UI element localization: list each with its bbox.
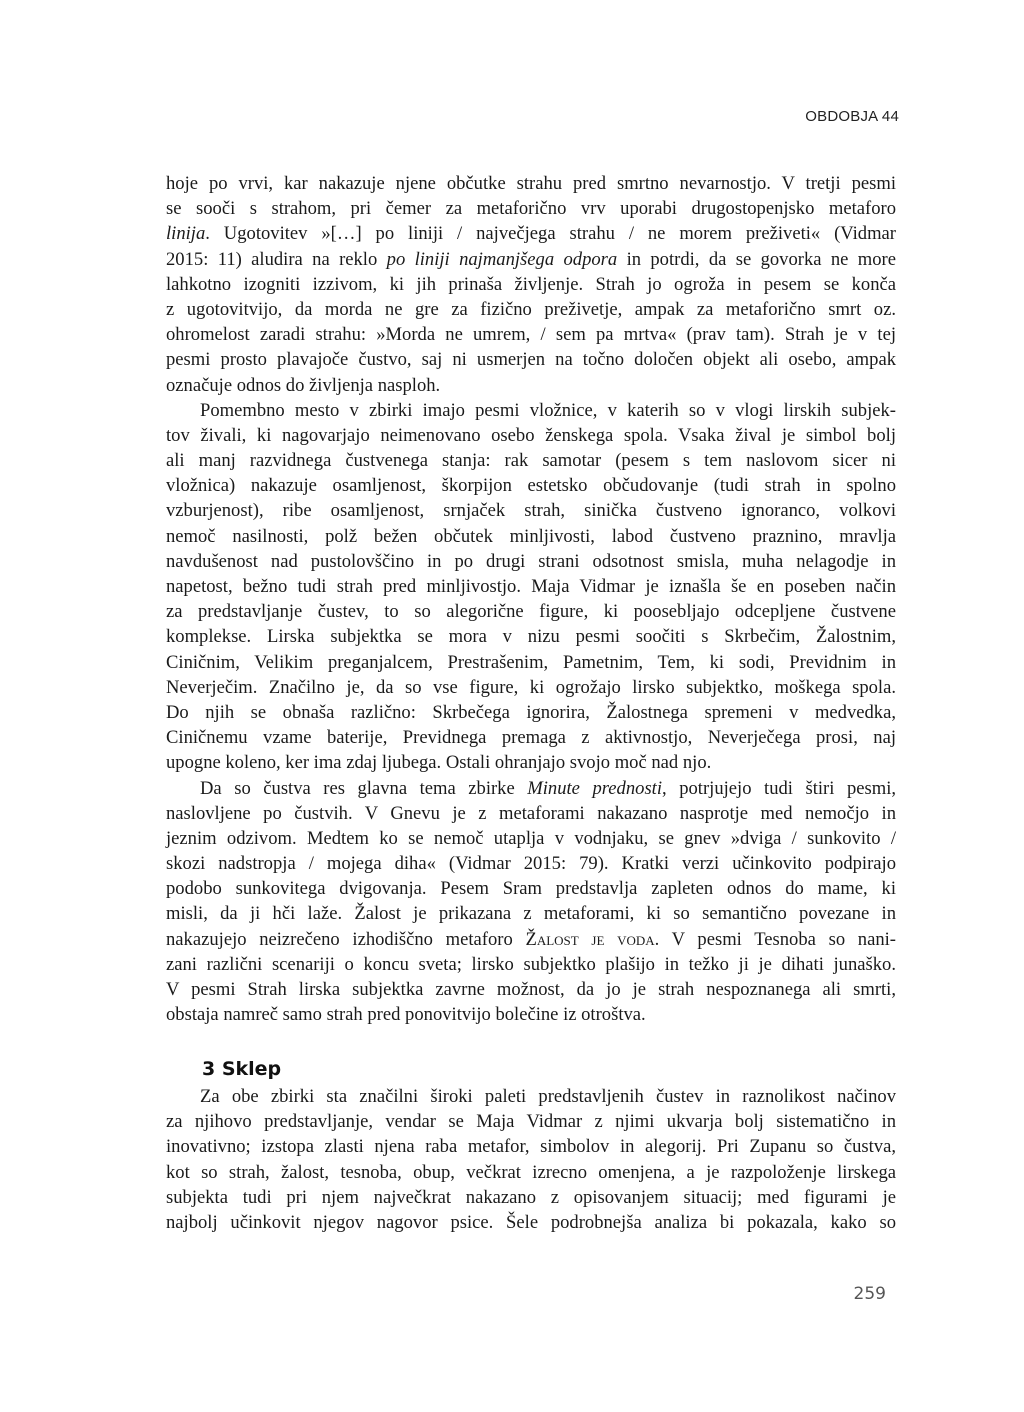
text-line: Ciničnim, Velikim preganjalcem, Prestrašenim, Pametnim, Tem, ki sodi, Previdnim in bbox=[166, 651, 896, 673]
text-line: naslovljene po čustvih. V Gnevu je z metaforami nakazano nasprotje med nemočjo in bbox=[166, 802, 896, 824]
text-line: jeznim odzivom. Medtem ko se nemoč utaplja v vodnjaku, se gnev »dviga / sunkovito / bbox=[166, 827, 896, 849]
text-line: hoje po vrvi, kar nakazuje njene občutke strahu pred smrtno nevarnostjo. V tretji pesmi bbox=[166, 173, 896, 194]
section-body bbox=[166, 1084, 896, 1235]
text-line: Pomembno mesto v zbirki imajo pesmi vložnice, v katerih so v vlogi lirskih subjek- bbox=[200, 399, 896, 421]
paragraph bbox=[166, 1084, 896, 1235]
text-line: Ciničnemu vzame baterije, Previdnega premaga z aktivnostjo, Neverječega prosi, naj bbox=[166, 727, 896, 749]
paragraph bbox=[166, 776, 896, 1028]
page-number: 259 bbox=[853, 1284, 886, 1304]
text-line: zani različni scenariji o koncu sveta; lirsko subjektko plašijo in težko ji je dihati junaško. bbox=[166, 953, 896, 975]
section-body bbox=[166, 171, 896, 1027]
text-line: subjekta tudi pri njem največkrat nakazano z opisovanjem situacij; med figurami je bbox=[166, 1186, 896, 1208]
text-line: lahkotno izogniti izzivom, ki jih prinaša življenje. Strah jo ogroža in pesem se konča bbox=[166, 273, 896, 295]
italic-phrase: po liniji najmanjšega odpora bbox=[386, 248, 618, 270]
text-line: podobo sunkovitega dvigovanja. Pesem Sram predstavlja zapleten odnos do mame, ki bbox=[166, 878, 896, 900]
text-line: nemoč nasilnosti, polž bežen občutek minljivosti, labod čustveno praznino, mravlja bbox=[166, 525, 896, 547]
text-line: pesmi prosto plavajoče čustvo, saj ni usmerjen na točno določen objekt ali osebo, ampak bbox=[166, 349, 896, 371]
text-line: inovativno; izstopa zlasti njena raba metafor, simbolov in alegorij. Pri Zupanu so čustva, bbox=[166, 1136, 896, 1158]
small-caps-metaphor: Žalost je voda bbox=[525, 928, 655, 950]
text-line: z ugotovitvijo, da morda ne gre za fizično preživetje, ampak za metaforično smrt oz. bbox=[166, 298, 896, 320]
text-line: Do njih se obnaša različno: Skrbečega ignorira, Žalostnega spremeni v medvedka, bbox=[166, 701, 896, 723]
text-line: Da so čustva res glavna tema zbirke Minute prednosti, potrjujejo tudi štiri pesmi, bbox=[200, 777, 897, 799]
text-line: ali manj razvidnega čustvenega stanja: rak samotar (pesem s tem naslovom sicer ni bbox=[166, 450, 896, 472]
text-line: skozi nadstropja / mojega diha« (Vidmar 2015: 79). Kratki verzi učinkovito podpirajo bbox=[166, 853, 896, 875]
text-line: ohromelost zaradi strahu: »Morda ne umrem, / sem pa mrtva« (prav tam). Strah je v tej bbox=[166, 324, 896, 346]
text-line: upogne koleno, ker ima zdaj ljubega. Ostali ohranjajo svojo moč nad njo. bbox=[166, 752, 712, 774]
text-line: se sooči s strahom, pri čemer za metaforično vrv uporabi drugostopenjsko metaforo bbox=[166, 198, 896, 220]
text-line: označuje odnos do življenja nasploh. bbox=[166, 374, 441, 396]
text-line: misli, da ji hči laže. Žalost je prikazana z metaforami, ki so semantično povezane in bbox=[166, 903, 896, 925]
text-line: Za obe zbirki sta značilni široki paleti predstavljenih čustev in raznolikost načinov bbox=[200, 1086, 896, 1107]
text-line: V pesmi Strah lirska subjektka zavrne možnost, da jo je strah nespoznanega ali smrti, bbox=[166, 979, 896, 1000]
text-line: nakazujejo neizrečeno izhodiščno metaforo Žalost je voda. V pesmi Tesnoba so nani- bbox=[166, 928, 897, 950]
text-line: obstaja namreč samo strah pred ponovitvijo bolečine iz otroštva. bbox=[166, 1004, 646, 1026]
text-line: Neverječim. Značilno je, da so vse figure, ki ogrožajo lirsko subjektko, moškega spola. bbox=[166, 676, 896, 698]
text-line: komplekse. Lirska subjektka se mora v nizu pesmi soočiti s Skrbečim, Žalostnim, bbox=[166, 626, 896, 648]
text-line: vzburjenost), ribe osamljenost, srnjaček strah, sinička čustveno ignoranco, volkovi bbox=[166, 500, 896, 522]
italic-term: linija bbox=[166, 223, 206, 245]
text-line: linija. Ugotovitev »[…] po liniji / največjega strahu / ne morem preživeti« (Vidmar bbox=[166, 223, 896, 245]
text-line: navdušenost nad pustolovščino in po drugi strani odsotnost smisla, muha nelagodje in bbox=[166, 550, 896, 572]
paragraph bbox=[166, 398, 896, 776]
section-heading: 3 Sklep bbox=[202, 1058, 282, 1080]
text-line: najbolj učinkovit njegov nagovor psice. Šele podrobnejša analiza bi pokazala, kako so bbox=[166, 1211, 896, 1233]
text-line: tov živali, ki nagovarjajo neimenovano osebo ženskega spola. Vsaka žival je simbol bolj bbox=[166, 424, 896, 446]
text-line: vložnica) nakazuje osamljenost, škorpijon estetsko občudovanje (tudi strah in spolno bbox=[166, 475, 896, 497]
book-title: Minute prednosti bbox=[527, 777, 663, 799]
text-line: 2015: 11) aludira na reklo po liniji najmanjšega odpora in potrdi, da se govorka ne more bbox=[166, 248, 896, 270]
text-line: napetost, bežno tudi strah pred minljivostjo. Maja Vidmar je iznašla še en poseben način bbox=[166, 576, 896, 597]
text-line: kot so strah, žalost, tesnoba, obup, večkrat izrecno omenjena, a je razpoloženje lirskega bbox=[166, 1161, 896, 1183]
text-line: za njihovo predstavljanje, vendar se Maja Vidmar z njimi ukvarja bolj sistematično in bbox=[166, 1111, 896, 1133]
paragraph bbox=[166, 171, 896, 398]
running-head: OBDOBJA 44 bbox=[805, 108, 899, 125]
text-line: za predstavljanje čustev, to so alegorične figure, ki poosebljajo odcepljene čustvene bbox=[166, 601, 896, 623]
